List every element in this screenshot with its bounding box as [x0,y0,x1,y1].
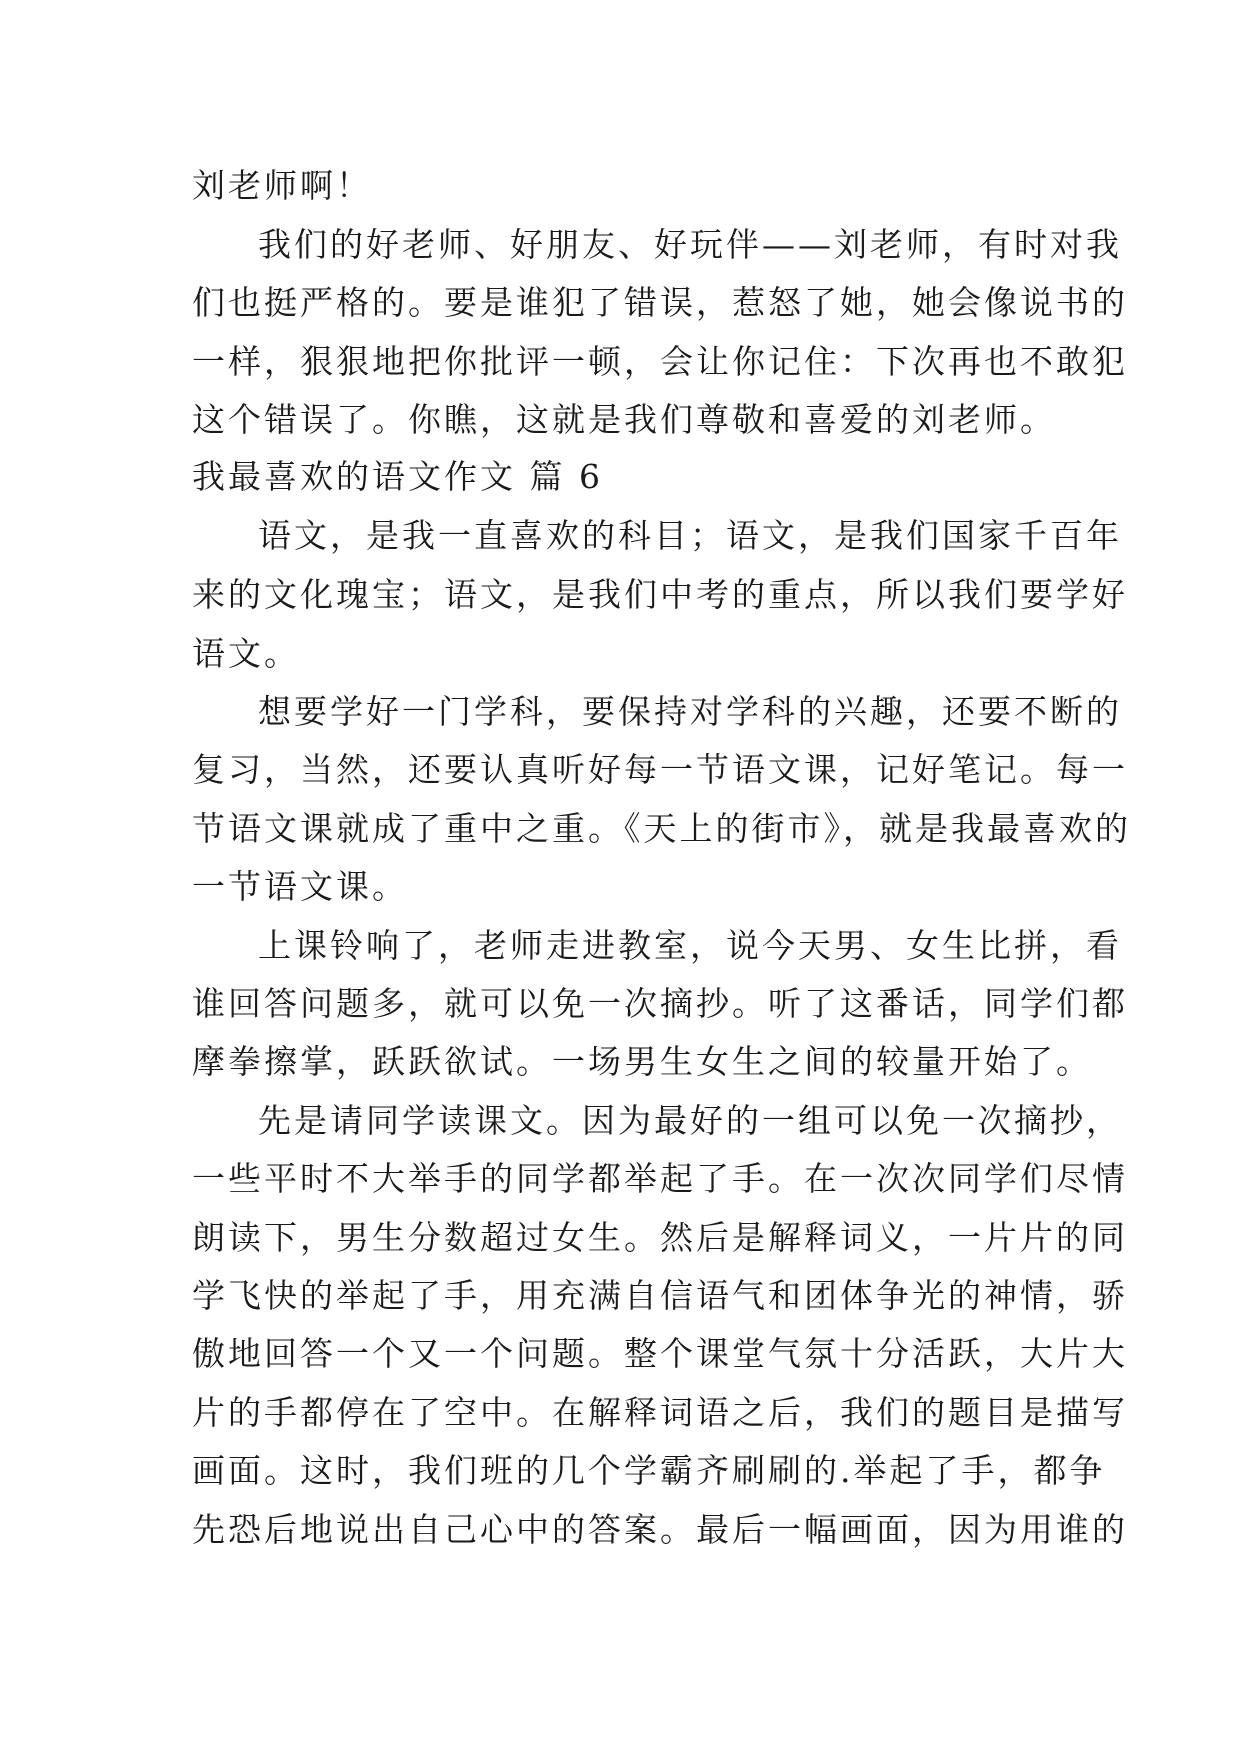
text-line: 傲地回答一个又一个问题。整个课堂气氛十分活跃，大片大 [192,1334,1128,1373]
text-line: 们也挺严格的。要是谁犯了错误，惹怒了她，她会像说书的 [192,283,1128,322]
text-line: 语文，是我一直喜欢的科目；语文，是我们国家千百年 [258,516,1122,555]
text-line: 摩拳擦掌，跃跃欲试。一场男生女生之间的较量开始了。 [192,1042,1092,1081]
text-line: 这个错误了。你瞧，这就是我们尊敬和喜爱的刘老师。 [192,400,1056,439]
text-line: 语文。 [192,634,300,673]
text-line: 片的手都停在了空中。在解释词语之后，我们的题目是描写 [192,1393,1128,1432]
text-line: 上课铃响了，老师走进教室，说今天男、女生比拼，看 [258,926,1122,965]
text-line: 谁回答问题多，就可以免一次摘抄。听了这番话，同学们都 [192,984,1128,1023]
text-line: 一样，狠狠地把你批评一顿，会让你记住：下次再也不敢犯 [192,342,1128,381]
text-line: 节语文课就成了重中之重。《天上的街市》，就是我最喜欢的 [192,809,1131,848]
text-line: 想要学好一门学科，要保持对学科的兴趣，还要不断的 [258,692,1122,731]
text-line: 先恐后地说出自己心中的答案。最后一幅画面，因为用谁的 [192,1510,1128,1549]
text-line: 一些平时不大举手的同学都举起了手。在一次次同学们尽情 [192,1159,1128,1198]
text-line: 先是请同学读课文。因为最好的一组可以免一次摘抄， [258,1101,1122,1140]
text-line: 刘老师啊！ [192,166,372,205]
text-line: 来的文化瑰宝；语文，是我们中考的重点，所以我们要学好 [192,575,1128,614]
text-line: 我们的好老师、好朋友、好玩伴——刘老师，有时对我 [258,225,1122,264]
text-line: 复习，当然，还要认真听好每一节语文课，记好笔记。每一 [192,750,1128,789]
text-line: 一节语文课。 [192,867,408,906]
section-heading: 我最喜欢的语文作文 篇 6 [192,457,603,496]
text-line: 画面。这时，我们班的几个学霸齐刷刷的.举起了手，都争 [192,1451,1106,1490]
text-line: 朗读下，男生分数超过女生。然后是解释词义，一片片的同 [192,1218,1128,1257]
text-line: 学飞快的举起了手，用充满自信语气和团体争光的神情，骄 [192,1276,1128,1315]
